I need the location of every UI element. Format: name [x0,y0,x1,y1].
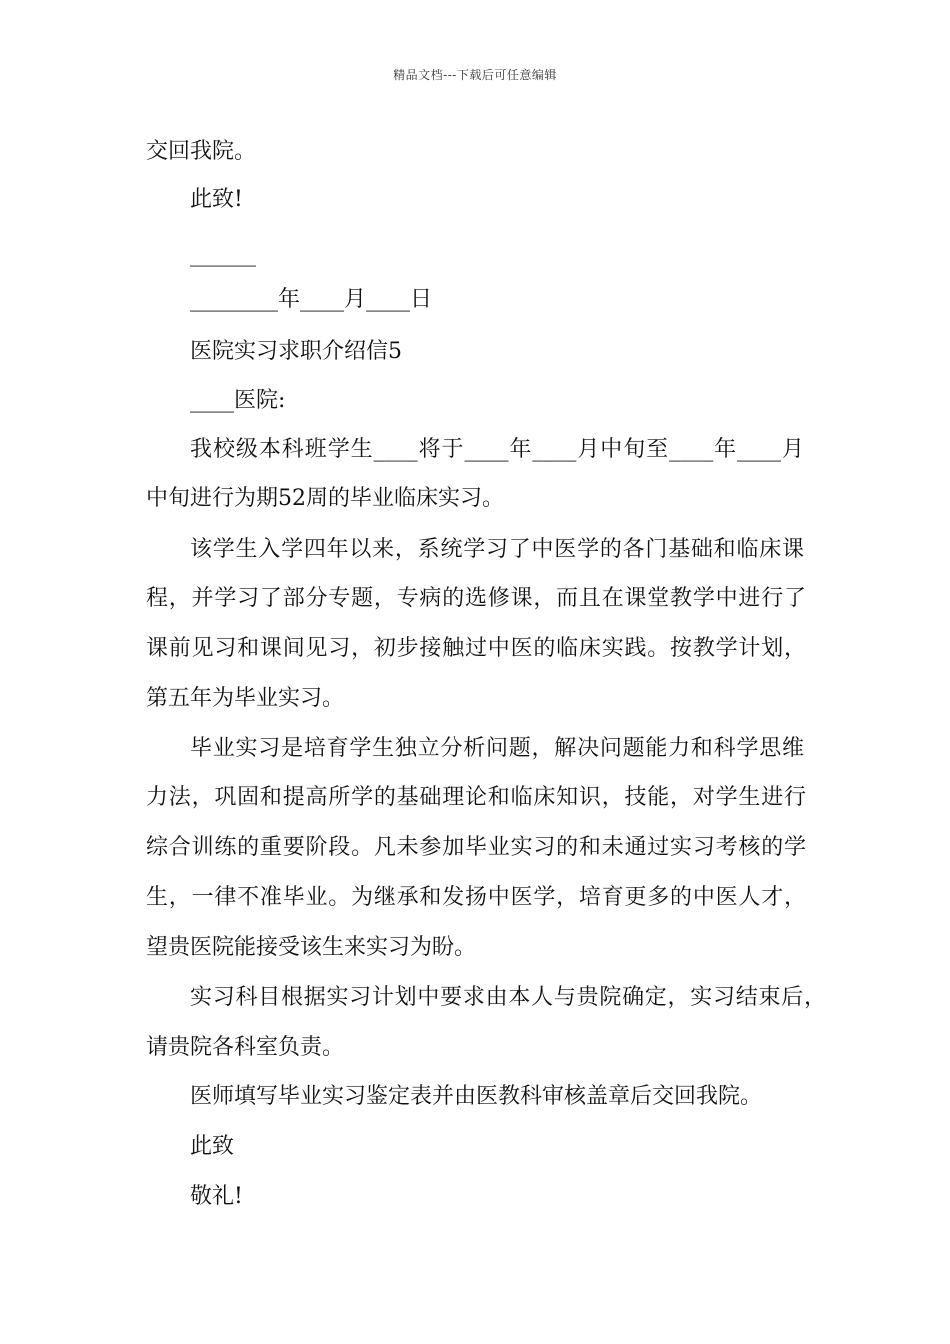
paragraph-line: 中旬进行为期52周的毕业临床实习。 [146,486,504,511]
paragraph-line: 望贵医院能接受该生来实习为盼。 [146,935,477,960]
salutation: ____医院: [190,388,286,413]
date-line: ________年____月____日 [190,287,433,312]
signature-blank: ______ [190,242,256,267]
paragraph-line: 程，并学习了部分专题，专病的选修课，而且在课堂教学中进行了 [146,586,806,611]
closing-line: 敬礼! [190,1184,243,1209]
closing-line: 此致 [190,1134,235,1159]
paragraph-line: 我校级本科班学生____将于____年____月中旬至____年____月 [190,437,804,462]
paragraph-line: 医师填写毕业实习鉴定表并由医教科审核盖章后交回我院。 [190,1084,763,1109]
text-line: 此致! [190,187,243,212]
text-line: 交回我院。 [146,139,257,164]
paragraph-line: 生，一律不准毕业。为继承和发扬中医学，培育更多的中医人才， [146,885,806,910]
paragraph-line: 综合训练的重要阶段。凡未参加毕业实习的和未通过实习考核的学 [146,835,806,860]
paragraph-line: 毕业实习是培育学生独立分析问题，解决问题能力和科学思维 [190,736,804,761]
section-title: 医院实习求职介绍信5 [190,339,402,364]
paragraph-line: 该学生入学四年以来，系统学习了中医学的各门基础和临床课 [190,537,804,562]
paragraph-line: 请贵院各科室负责。 [146,1035,345,1060]
page-header: 精品文档---下载后可任意编辑 [393,68,557,82]
paragraph-line: 力法，巩固和提高所学的基础理论和临床知识，技能，对学生进行 [146,785,806,810]
paragraph-line: 课前见习和课间见习，初步接触过中医的临床实践。按教学计划， [146,636,806,661]
paragraph-line: 实习科目根据实习计划中要求由本人与贵院确定，实习结束后， [190,985,826,1010]
paragraph-line: 第五年为毕业实习。 [146,686,345,711]
